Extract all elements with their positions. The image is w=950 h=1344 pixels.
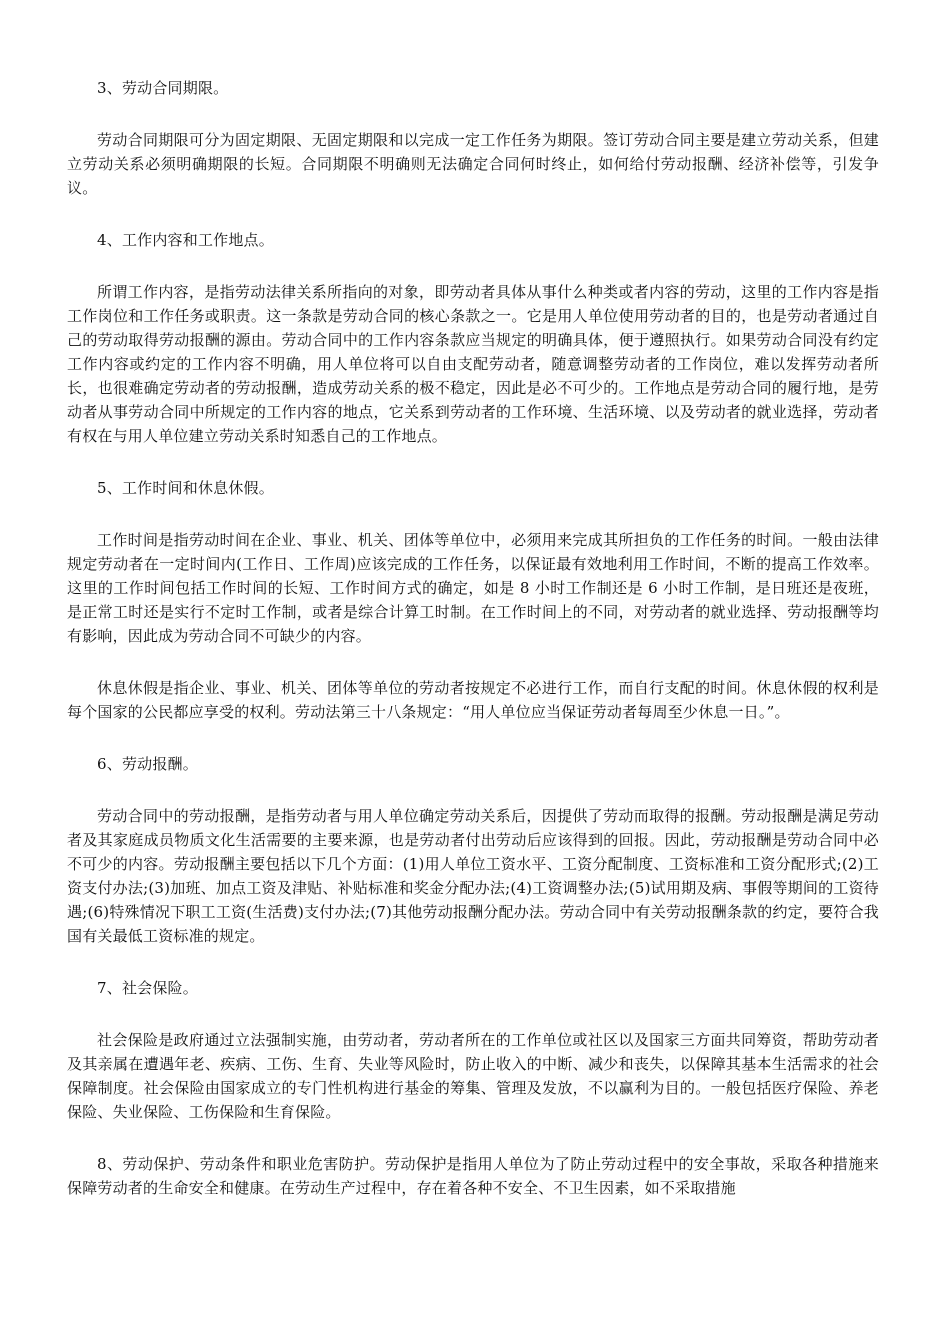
paragraph-text: 休息休假是指企业、事业、机关、团体等单位的劳动者按规定不必进行工作，而自行支配的时间。休息休假的权利是每个国家的公民都应享受的权利。劳动法第三十八条规定：“用人单位应当保证劳动者每周至少休息一日。”。 (67, 679, 879, 721)
paragraph-text: 劳动合同中的劳动报酬，是指劳动者与用人单位确定劳动关系后，因提供了劳动而取得的报酬。劳动报酬是满足劳动者及其家庭成员物质文化生活需要的主要来源，也是劳动者付出劳动后应该得到的回报。因此，劳动报酬是劳动合同中必不可少的内容。劳动报酬主要包括以下几个方面：(1)用人单位工资水平、工资分配制度、工资标准和工资分配形式;(2)工资支付办法;(3)加班、加点工资及津贴、补贴标准和奖金分配办法;(4)工资调整办法;(5)试用期及病、事假等期间的工资待遇;(6)特殊情况下职工工资(生活费)支付办法;(7)其他劳动报酬分配办法。劳动合同中有关劳动报酬条款的约定，要符合我国有关最低工资标准的规定。 (67, 807, 879, 945)
section-paragraph (67, 280, 879, 448)
heading-text: 3、劳动合同期限。 (97, 79, 229, 97)
section-heading-6 (67, 752, 879, 776)
paragraph-text: 劳动合同期限可分为固定期限、无固定期限和以完成一定工作任务为期限。签订劳动合同主要是建立劳动关系，但建立劳动关系必须明确期限的长短。合同期限不明确则无法确定合同何时终止，如何给付劳动报酬、经济补偿等，引发争议。 (67, 131, 879, 197)
section-paragraph (67, 1028, 879, 1124)
section-heading-5 (67, 476, 879, 500)
section-paragraph (67, 528, 879, 648)
paragraph-text: 社会保险是政府通过立法强制实施，由劳动者，劳动者所在的工作单位或社区以及国家三方面共同筹资，帮助劳动者及其亲属在遭遇年老、疾病、工伤、生育、失业等风险时，防止收入的中断、减少和丧失，以保障其基本生活需求的社会保障制度。社会保险由国家成立的专门性机构进行基金的筹集、管理及发放，不以赢利为目的。一般包括医疗保险、养老保险、失业保险、工伤保险和生育保险。 (67, 1031, 879, 1121)
paragraph-text: 8、劳动保护、劳动条件和职业危害防护。劳动保护是指用人单位为了防止劳动过程中的安全事故，采取各种措施来保障劳动者的生命安全和健康。在劳动生产过程中，存在着各种不安全、不卫生因素，如不采取措施 (67, 1155, 879, 1197)
closing-paragraph (67, 1152, 879, 1200)
paragraph-text: 工作时间是指劳动时间在企业、事业、机关、团体等单位中，必须用来完成其所担负的工作任务的时间。一般由法律规定劳动者在一定时间内(工作日、工作周)应该完成的工作任务，以保证最有效地利用工作时间，不断的提高工作效率。这里的工作时间包括工作时间的长短、工作时间方式的确定，如是 8 小时工作制还是 6 小时工作制，是日班还是夜班，是正常工时还是实行不定时工作制，或者是综合计算工时制。在工作时间上的不同，对劳动者的就业选择、劳动报酬等均有影响，因此成为劳动合同不可缺少的内容。 (67, 531, 879, 645)
section-paragraph (67, 804, 879, 948)
section-heading-3 (67, 76, 879, 100)
section-heading-7 (67, 976, 879, 1000)
section-paragraph (67, 128, 879, 200)
heading-text: 5、工作时间和休息休假。 (97, 479, 274, 497)
heading-text: 4、工作内容和工作地点。 (97, 231, 274, 249)
section-heading-4 (67, 228, 879, 252)
heading-text: 6、劳动报酬。 (97, 755, 198, 773)
paragraph-text: 所谓工作内容，是指劳动法律关系所指向的对象，即劳动者具体从事什么种类或者内容的劳动，这里的工作内容是指工作岗位和工作任务或职责。这一条款是劳动合同的核心条款之一。它是用人单位使用劳动者的目的，也是劳动者通过自己的劳动取得劳动报酬的源由。劳动合同中的工作内容条款应当规定的明确具体，便于遵照执行。如果劳动合同没有约定工作内容或约定的工作内容不明确，用人单位将可以自由支配劳动者，随意调整劳动者的工作岗位，难以发挥劳动者所长，也很难确定劳动者的劳动报酬，造成劳动关系的极不稳定，因此是必不可少的。工作地点是劳动合同的履行地，是劳动者从事劳动合同中所规定的工作内容的地点，它关系到劳动者的工作环境、生活环境、以及劳动者的就业选择，劳动者有权在与用人单位建立劳动关系时知悉自己的工作地点。 (67, 283, 879, 445)
section-paragraph (67, 676, 879, 724)
document-page (67, 76, 879, 1228)
heading-text: 7、社会保险。 (97, 979, 198, 997)
